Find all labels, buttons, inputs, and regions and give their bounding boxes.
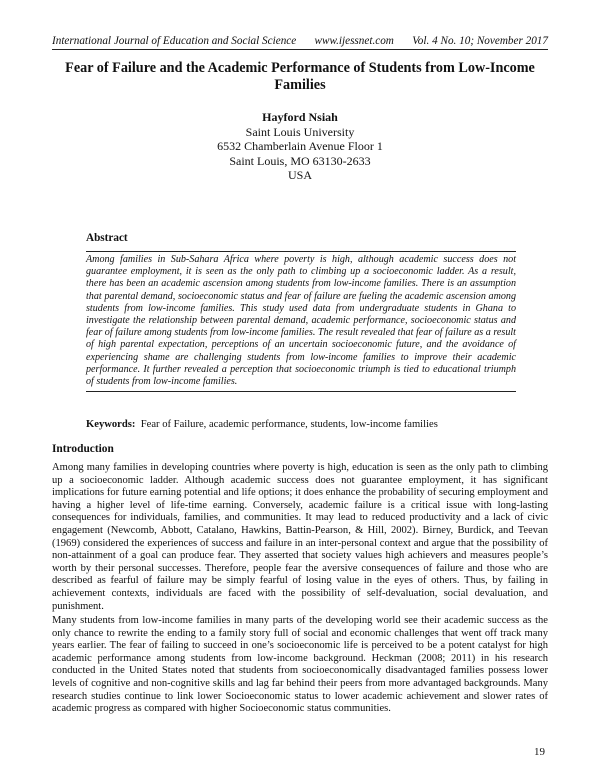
introduction-paragraph-1: Among many families in developing countries where poverty is high, education is seen as the only path to climbing up a socioeconomic ladder. Although academic success does not guarantee employment, it has significant implications for future earning potential and life options; it does enhance the probability of securing employment and having a higher level of life-time earning. Conversely, academic failure is a critical issue with long-lasting consequences for individuals, families, and communities. It may lead to reduced productivity and a lack of civic engagement (Newcomb, Abbott, Catalano, Hawkins, Battin-Pearson, & Hill, 2002). Birney, Burdick, and Teevan (1969) considered the experiences of success and failure in an inter-personal context and argue that the possibility of non-attainment of a goal can produce fear. They asserted that society values high achievers and measures people’s worth by their personal successes. Therefore, people fear the aversive consequences of failure and those who are described as fearful of failure may be simply fearful of losing value in the eyes of others. Thus, by failing in achievement contexts, individuals are faced with the possibility of self-devaluation, social devaluation, and punishment. <box>52 462 548 612</box>
keywords-label: Keywords: <box>86 419 136 430</box>
introduction-heading: Introduction <box>52 443 114 455</box>
running-header <box>52 34 548 50</box>
abstract-heading: Abstract <box>86 232 128 244</box>
author-address-line1: 6532 Chamberlain Avenue Floor 1 <box>217 139 383 154</box>
author-name: Hayford Nsiah <box>262 110 338 124</box>
keywords <box>86 418 526 431</box>
journal-name: International Journal of Education and Social Science <box>52 35 297 47</box>
introduction-paragraph-2: Many students from low-income families in many parts of the developing world see their academic success as the only chance to rewrite the ending to a family story full of social and economic challenges that went off track many years earlier. The fear of failing to succeed in one’s socioeconomic life is perceived to be a potent catalyst for high academic performance among students from low-income background. Heckman (2008; 2011) in his research conducted in the United States noted that students from socioeconomically disadvantaged families possess lower levels of cognitive and non-cognitive skills and lag far behind their peers from more advantaged backgrounds. Many research studies continue to link lower Socioeconomic status to lower academic achievement and slower rates of academic progress as compared with higher Socioeconomic status communities. <box>52 615 548 715</box>
page-number: 19 <box>534 746 545 758</box>
author-address-line2: Saint Louis, MO 63130-2633 <box>229 153 371 168</box>
author-institution: Saint Louis University <box>245 124 355 139</box>
paper-title: Fear of Failure and the Academic Performance of Students from Low-Income Families <box>65 60 535 93</box>
author-country: USA <box>287 168 312 183</box>
keywords-text: Fear of Failure, academic performance, students, low-income families <box>140 419 438 430</box>
journal-volume: Vol. 4 No. 10; November 2017 <box>412 35 548 47</box>
author-block <box>60 110 540 183</box>
abstract-text: Among families in Sub-Sahara Africa where poverty is high, although academic success does not guarantee employment, it is seen as the only path to climbing up a socioeconomic ladder. As a result, there has been an academic ascension among students from low-income families. There is an assumption that parental demand, socioeconomic status and fear of failure are fueling the academic ascension among students from low-income families. This study used data from undergraduate students in Ghana to investigate the relationship between parental demand, academic performance, socioeconomic status and fear of failure among students from low-income families. The result revealed that fear of failure as a result of high parental expectation, perceptions of an uncertain socioeconomic future, and the avoidance of experiencing shame are challenging students from low-income families to improve their academic performance. It further revealed a perception that socioeconomic triumph is tied to educational triumph of students from low-income families. <box>86 251 516 392</box>
journal-website: www.ijessnet.com <box>314 35 394 47</box>
